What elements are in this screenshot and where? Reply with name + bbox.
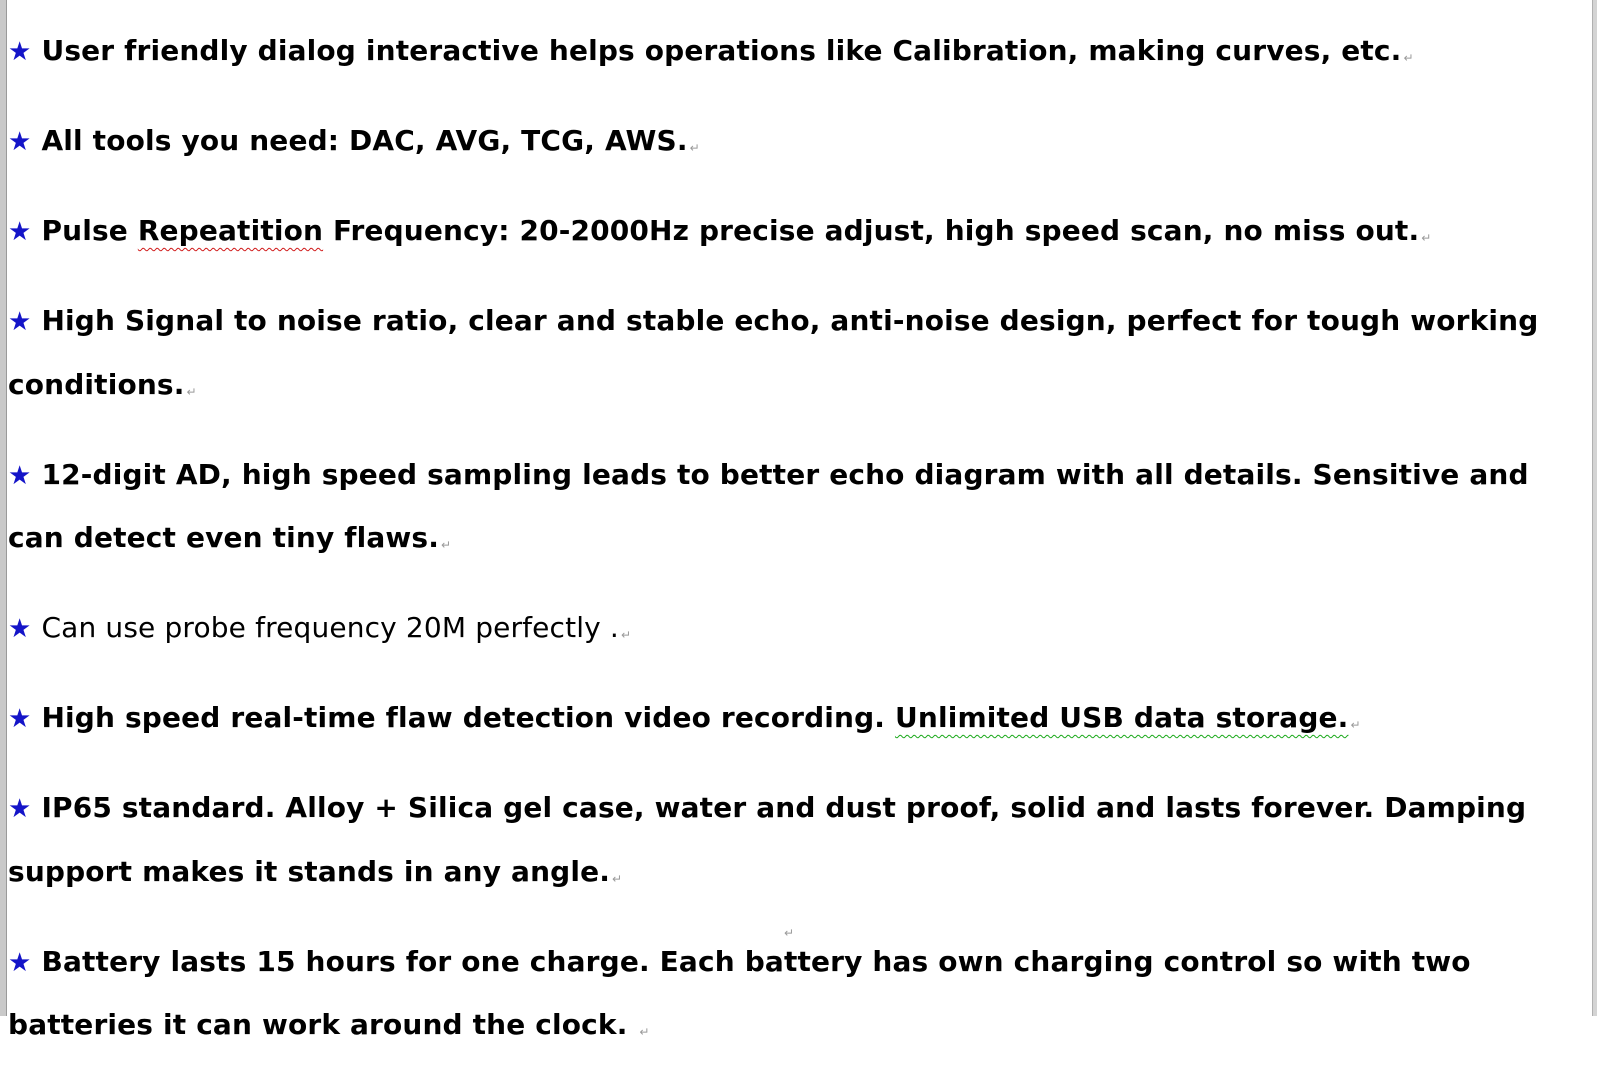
grammar-flagged-phrase[interactable]: Unlimited USB data storage. [894, 701, 1349, 734]
paragraph-mark-icon: ↵ [689, 141, 700, 155]
bullet-text: Battery lasts 15 hours for one charge. Each battery has own charging control so with two batteries it can work around the clock. [8, 944, 1471, 1041]
star-icon: ★ [8, 37, 32, 67]
feature-bullet-tools [8, 110, 1593, 180]
bullet-text: All tools you need: DAC, AVG, TCG, AWS. [41, 124, 688, 157]
bullet-text: IP65 standard. Alloy + Silica gel case, water and dust proof, solid and lasts forever. Damping support makes it stands in any angle. [8, 791, 1527, 888]
paragraph-mark-icon: ↵ [186, 384, 197, 399]
paragraph-mark-icon: ↵ [441, 538, 452, 552]
bullet-text: User friendly dialog interactive helps operations like Calibration, making curves, etc. [41, 34, 1402, 67]
star-icon: ★ [8, 704, 32, 734]
bullet-text: 12-digit AD, high speed sampling leads to better echo diagram with all details. Sensitive and can detect even tiny flaws. [8, 457, 1529, 554]
paragraph-mark-icon: ↵ [612, 871, 623, 886]
bullet-text-before: High speed real-time flaw detection video recording. [41, 701, 895, 734]
star-icon: ★ [8, 794, 32, 824]
paragraph-mark-icon: ↵ [639, 1025, 650, 1039]
page-left-margin-rule [0, 0, 7, 1016]
star-icon: ★ [8, 217, 32, 247]
star-icon: ★ [8, 307, 32, 337]
paragraph-mark-icon: ↵ [620, 628, 632, 642]
star-icon: ★ [8, 947, 32, 978]
feature-bullet-ip65 [8, 777, 1593, 910]
bullet-text-after: Frequency: 20-2000Hz precise adjust, high speed scan, no miss out. [323, 214, 1420, 247]
star-icon: ★ [8, 127, 32, 157]
star-icon: ★ [8, 614, 32, 644]
bullet-text-before: Pulse [41, 214, 138, 247]
feature-bullet-signal [8, 290, 1593, 423]
paragraph-mark-icon: ↵ [1350, 718, 1361, 732]
end-paragraph-mark-icon: ↵ [784, 926, 795, 940]
feature-bullet-pulse [8, 200, 1593, 270]
feature-bullet-probe [8, 597, 1593, 667]
feature-bullet-sampling [8, 444, 1593, 577]
star-icon: ★ [8, 460, 32, 491]
paragraph-mark-icon: ↵ [1421, 231, 1432, 245]
feature-bullet-battery [8, 931, 1593, 1064]
bullet-text: High Signal to noise ratio, clear and stable echo, anti-noise design, perfect for tough working conditions. [8, 304, 1539, 401]
feature-bullet-dialog [8, 20, 1593, 90]
spelling-error-word[interactable]: Repeatition [137, 214, 324, 247]
feature-bullet-recording [8, 687, 1593, 757]
document-body[interactable] [8, 20, 1593, 1084]
bullet-text: Can use probe frequency 20M perfectly . [41, 611, 619, 644]
paragraph-mark-icon: ↵ [1403, 51, 1414, 65]
